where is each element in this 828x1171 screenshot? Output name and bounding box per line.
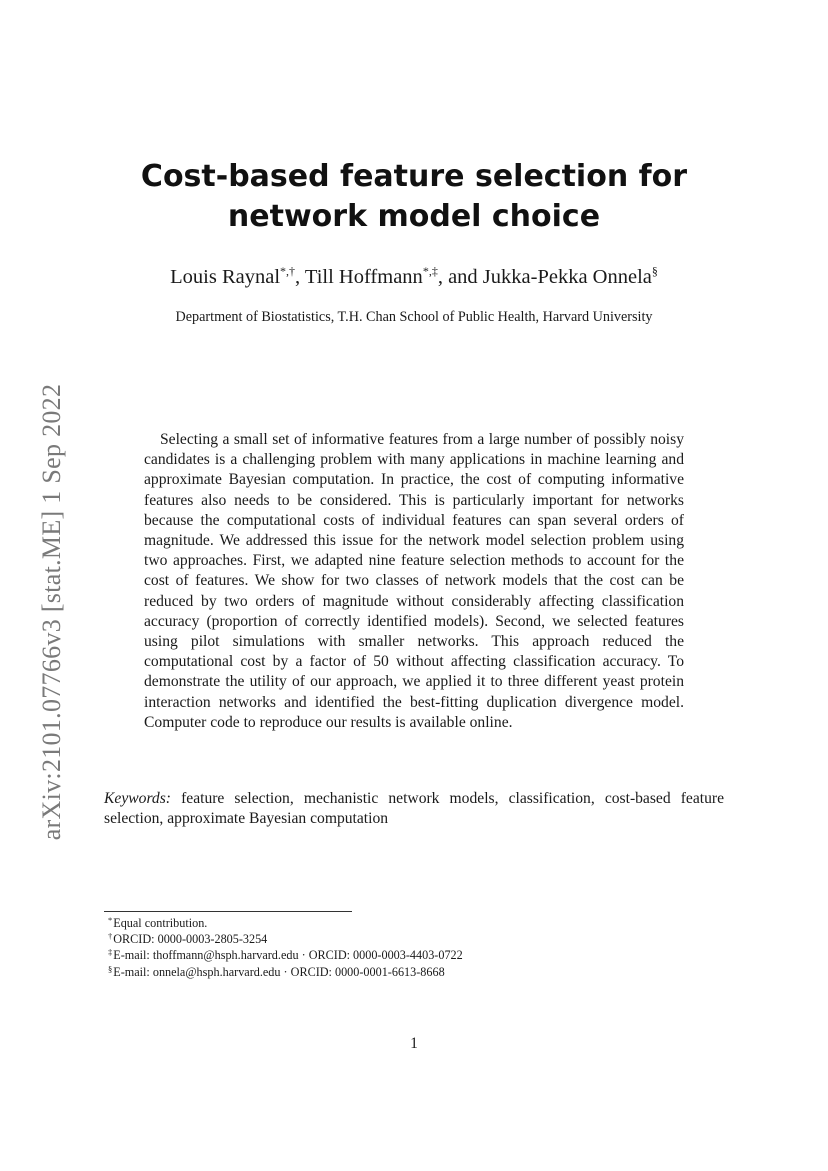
footnote-text: Equal contribution. [113, 916, 208, 930]
footnote [108, 931, 708, 947]
footnote-mark: * [108, 915, 113, 925]
keywords-text: feature selection, mechanistic network models, classification, cost-based feature selection, approximate Bayesian computation [104, 790, 724, 828]
keywords [104, 789, 724, 829]
affiliation: Department of Biostatistics, T.H. Chan School of Public Health, Harvard University [175, 309, 653, 325]
footnote-divider [104, 911, 352, 912]
keywords-label: Keywords: [104, 790, 171, 807]
author-separator: , [295, 266, 305, 288]
title-line-2: network model choice [227, 199, 601, 234]
footnote [108, 915, 708, 931]
page-number: 1 [410, 1035, 418, 1052]
abstract: Selecting a small set of informative features from a large number of possibly noisy candidates is a challenging problem with many applications in machine learning and approximate Bayesian computation. In practice, the cost of computing informative features also needs to be considered. This is particularly important for networks because the computational costs of individual features can span several orders of magnitude. We addressed this issue for the network model selection problem using two approaches. First, we adapted nine feature selection methods to account for the cost of features. We show for two classes of network models that the cost can be reduced by two orders of magnitude without considerably affecting classification accuracy (proportion of correctly identified models). Second, we selected features using pilot simulations with smaller networks. This approach reduced the computational cost by a factor of 50 without affecting classification accuracy. To demonstrate the utility of our approach, we applied it to three different yeast protein interaction networks and identified the best-fitting duplication divergence model. Computer code to reproduce our results is available online. [144, 431, 684, 731]
arxiv-identifier-stamp: arXiv:2101.07766v3 [stat.ME] 1 Sep 2022 [37, 383, 66, 841]
footnote-mark: ‡ [108, 947, 113, 958]
footnotes [108, 915, 708, 980]
author-separator: , and [437, 266, 483, 288]
author-name: Jukka-Pekka Onnela [482, 266, 652, 288]
footnote-text: E-mail: onnela@hsph.harvard.edu · ORCID: 0000-0001-6613-8668 [113, 964, 445, 979]
footnote [108, 964, 708, 980]
author-footnote-marks: *,‡ [422, 264, 438, 278]
author-footnote-marks: *,† [280, 264, 296, 278]
title-line-1: Cost-based feature selection for [140, 159, 688, 194]
footnote-mark: § [108, 963, 113, 974]
footnote-text: E-mail: thoffmann@hsph.harvard.edu · ORCID: 0000-0003-4403-0722 [113, 948, 463, 963]
author-name: Till Hoffmann [304, 266, 423, 288]
author-footnote-marks: § [651, 264, 658, 278]
author-list [100, 264, 728, 290]
footnote [108, 947, 708, 963]
author-name: Louis Raynal [170, 266, 281, 288]
footnote-mark: † [108, 931, 113, 942]
footnote-text: ORCID: 0000-0003-2805-3254 [113, 932, 268, 947]
paper-title [100, 157, 728, 237]
